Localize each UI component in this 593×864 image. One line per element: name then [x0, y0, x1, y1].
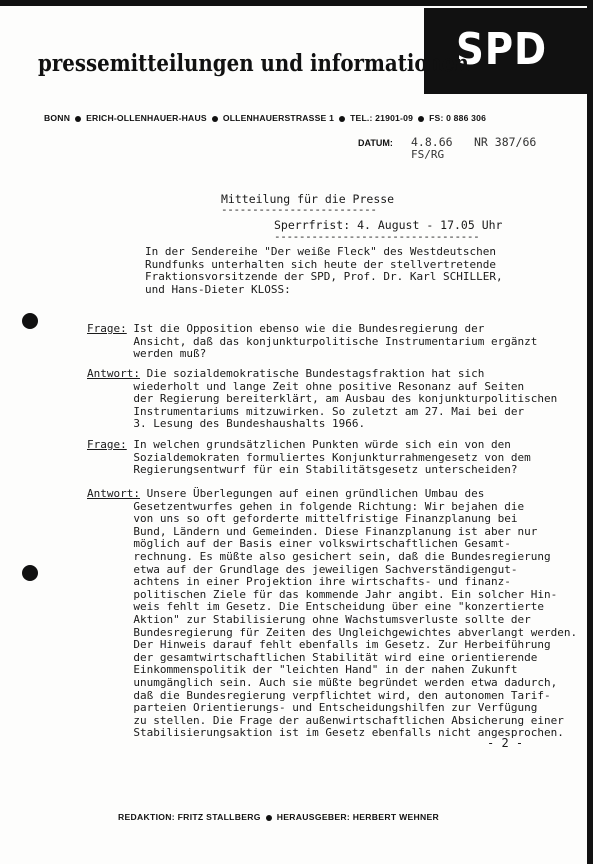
address-telex: FS: 0 886 306: [429, 113, 487, 123]
date-label: DATUM:: [358, 138, 393, 148]
bullet-icon: [75, 116, 81, 122]
address-street: OLLENHAUERSTRASSE 1: [222, 113, 335, 123]
question-text: Ist die Opposition ebenso wie die Bundesregierung der Ansicht, daß das konjunkturpolitische Instrumentarium ergänzt werden muß?: [133, 322, 538, 361]
answer-text: Unsere Überlegungen auf einen gründlichen Umbau des Gesetzentwurfes gehen in folgende Richtung: Wir bejahen die von uns so oft geforderte mittelfristige Finanzplanung bei Bund, Ländern und Gemeinden. Diese Finanzplanung ist aber nur möglich auf der Basis einer volkswirtschaftlichen Gesamt- rechnung. Es müßte also gesichert sein, daß die Bundesregierung etwa auf der Grundlage des jeweiligen Sachverständigengut- achtens in einer Projektion ihre wirtschafts- und finanz- politischen Ziele für das kommende Jahr angibt. Ein solcher Hin- weis fehlt im Gesetz. Die Entscheidung über eine "konzertierte Aktion" zur Stabilisierung ohne Wachstumsverluste sollte der Bundesregierung für Zeiten des Ungleichgewichtes abverlangt werden. Der Hinweis darauf fehlt ebenfalls im Gesetz. Zur Herbeiführung der gesamtwirtschaftlichen Stabilität wird eine orientierende Einkommenspolitik der "leichten Hand" in der nahen Zukunft unumgänglich sein. Auch sie müßte begründet werden etwa dadurch, daß die Bundesregierung verpflichtet wird, den autonomen Tarif- parteien Orientierungs- und Entscheidungshilfen zur Verfügung zu stellen. Die Frage der außenwirtschaftlichen Absicherung einer Stabilisierungsaktion ist im Gesetz ebenfalls nicht angesprochen.: [133, 487, 578, 740]
punch-hole: [22, 313, 38, 329]
qa-question-2: [87, 439, 531, 477]
address-building: ERICH-OLLENHAUER-HAUS: [86, 113, 207, 123]
embargo-underline: ---------------------------------: [274, 230, 480, 243]
qa-answer-1: [87, 368, 557, 431]
page-number: - 2 -: [487, 736, 524, 750]
bullet-icon: [339, 116, 345, 122]
answer-label: Antwort:: [87, 487, 140, 500]
question-text: In welchen grundsätzlichen Punkten würde sich ein von den Sozialdemokraten formuliertes Konjunkturrahmengesetz von dem Regierungsentwurf für ein Stabilitätsgesetz unterscheiden?: [133, 438, 531, 477]
spd-logo: SPD: [456, 24, 548, 75]
release-title: Mitteilung für die Presse: [221, 192, 395, 206]
scan-border-right: [587, 0, 593, 864]
scan-border-top: [0, 0, 593, 6]
address-line: [44, 113, 486, 123]
date-value: 4.8.66: [411, 135, 453, 149]
qa-question-1: [87, 323, 537, 361]
bullet-icon: [266, 815, 272, 821]
address-city: BONN: [44, 113, 71, 123]
address-phone: TEL.: 21901-09: [350, 113, 414, 123]
author-sign: FS/RG: [411, 148, 445, 161]
embargo-line: Sperrfrist: 4. August - 17.05 Uhr: [274, 218, 503, 232]
bullet-icon: [212, 116, 218, 122]
answer-text: Die sozialdemokratische Bundestagsfraktion hat sich wiederholt und lange Zeit ohne positive Resonanz auf Seiten der Regierung bereiterklärt, am Ausbau des konjunkturpolitischen Instrumentariums mitzuwirken. So zuletzt am 27. Mai bei der 3. Lesung des Bundeshaushalts 1966.: [133, 367, 558, 431]
qa-answer-2: [87, 488, 577, 740]
footer-line: [118, 812, 439, 822]
footer-publisher: HERAUSGEBER: HERBERT WEHNER: [276, 812, 440, 822]
title-underline: -------------------------: [221, 203, 377, 216]
release-number: NR 387/66: [474, 135, 537, 149]
punch-hole: [22, 565, 38, 581]
footer-editor: REDAKTION: FRITZ STALLBERG: [118, 812, 261, 822]
answer-label: Antwort:: [87, 367, 140, 380]
masthead-title: pressemitteilungen und informationen: [38, 50, 469, 77]
intro-paragraph: In der Sendereihe "Der weiße Fleck" des Westdeutschen Rundfunks unterhalten sich heute der stellvertretende Fraktionsvorsitzende der SPD, Prof. Dr. Karl SCHILLER, und Hans-Dieter KLOSS:: [145, 245, 503, 296]
bullet-icon: [418, 116, 424, 122]
question-label: Frage:: [87, 322, 127, 335]
question-label: Frage:: [87, 438, 127, 451]
